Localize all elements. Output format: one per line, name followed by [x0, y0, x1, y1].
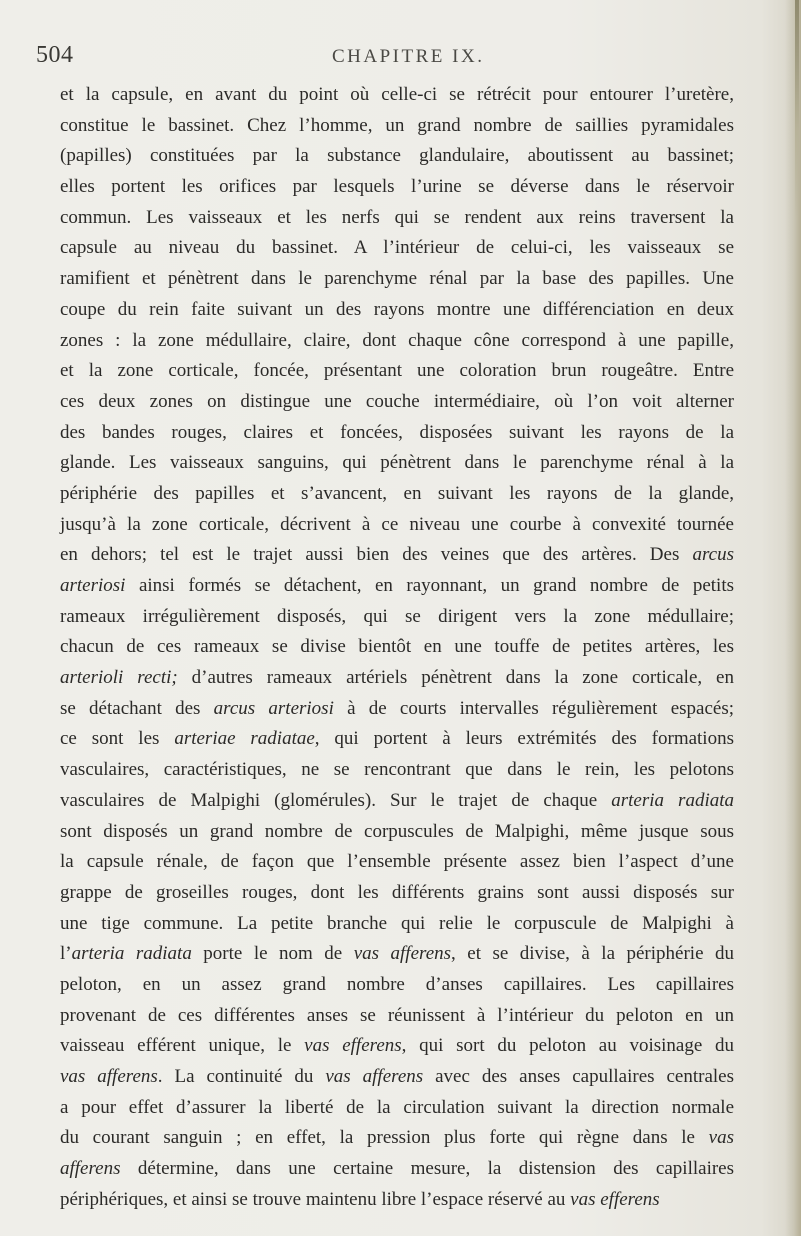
italic-term: afferens — [60, 1158, 121, 1180]
text-run: ainsi formés se détachent, en rayonnant, un grand nombre de petits — [125, 575, 734, 596]
text-line — [60, 1001, 734, 1032]
text-line — [60, 1154, 734, 1185]
text-line — [60, 847, 734, 878]
text-run: périphériques, et ainsi se trouve maintenu libre l’espace réservé au — [60, 1188, 571, 1210]
text-run: d’autres rameaux artériels pénètrent dans la zone corticale, en — [177, 667, 734, 689]
text-run: provenant de ces différentes anses se réunissent à l’intérieur du peloton en un — [60, 1004, 734, 1026]
text-run: vasculaires de Malpighi (glomérules). Sur le trajet de chaque — [60, 789, 612, 811]
text-run: , qui portent à leurs extrémités des formations — [314, 728, 734, 750]
chapter-title: CHAPITRE IX. — [332, 46, 485, 67]
page-edge-stain — [795, 0, 799, 220]
text-line — [60, 356, 734, 387]
italic-term: vas afferens — [325, 1066, 424, 1087]
text-run: vaisseau efférent unique, le — [60, 1035, 305, 1057]
text-run: une tige commune. La petite branche qui relie le corpuscule de Malpighi à — [60, 912, 734, 934]
text-line — [60, 510, 734, 541]
page-number: 504 — [36, 42, 74, 68]
text-run: du courant sanguin ; en effet, la pression plus forte qui règne dans le — [60, 1127, 709, 1149]
text-line — [60, 540, 734, 571]
text-run: ces deux zones on distingue une couche intermédiaire, où l’on voit alterner — [60, 390, 734, 412]
text-run: en dehors; tel est le trajet aussi bien des veines que des artères. Des — [60, 544, 693, 566]
text-line — [60, 141, 734, 172]
text-line — [60, 448, 734, 479]
text-line — [60, 571, 734, 602]
text-run: porte le nom de — [191, 943, 354, 965]
text-run: vasculaires, caractéristiques, ne se rencontrant que dans le rein, les pelotons — [60, 759, 734, 781]
italic-term: arcus arteriosi — [213, 697, 334, 719]
text-line — [60, 632, 734, 663]
text-run: et la capsule, en avant du point où celle-ci se rétrécit pour entourer l’uretère, — [60, 84, 734, 105]
text-line — [60, 939, 734, 970]
text-run: se détachant des — [60, 697, 214, 719]
text-run: l’ — [60, 943, 72, 965]
text-line — [60, 233, 734, 264]
italic-term: vas afferens — [60, 1066, 158, 1087]
text-line — [60, 172, 734, 203]
italic-term: vas efferens — [570, 1188, 660, 1210]
text-line — [60, 786, 734, 817]
text-line — [60, 479, 734, 510]
text-line — [60, 878, 734, 909]
text-run: . La continuité du — [157, 1066, 326, 1087]
italic-term: arteria radiata — [611, 789, 735, 811]
text-line — [60, 694, 734, 725]
text-line — [60, 295, 734, 326]
text-run: détermine, dans une certaine mesure, la distension des capillaires — [120, 1158, 734, 1180]
text-run: a pour effet d’assurer la liberté de la circulation suivant la direction normale — [60, 1096, 734, 1118]
text-line — [60, 418, 734, 449]
text-line — [60, 203, 734, 234]
text-line — [60, 602, 734, 633]
italic-term: arteria radiata — [71, 943, 192, 965]
text-run: ce sont les — [60, 728, 175, 750]
italic-term: arteriosi — [60, 575, 126, 596]
text-run: peloton, en un assez grand nombre d’anses capillaires. Les capillaires — [60, 973, 734, 995]
text-line — [60, 80, 734, 111]
text-run: zones : la zone médullaire, claire, dont chaque cône correspond à une papille, — [60, 329, 734, 351]
text-line — [60, 724, 734, 755]
italic-term: arteriae radiatae — [174, 728, 315, 750]
text-run: la capsule rénale, de façon que l’ensemble présente assez bien l’aspect d’une — [60, 851, 734, 873]
text-line — [60, 909, 734, 940]
text-run: grappe de groseilles rouges, dont les différents grains sont aussi disposés sur — [60, 881, 734, 903]
text-line — [60, 1185, 734, 1216]
text-run: , et se divise, à la périphérie du — [451, 943, 734, 965]
text-line — [60, 1123, 734, 1154]
text-run: périphérie des papilles et s’avancent, en suivant les rayons de la glande, — [60, 482, 734, 504]
text-line — [60, 111, 734, 142]
text-run: jusqu’à la zone corticale, décrivent à ce niveau une courbe à convexité tournée — [60, 513, 734, 535]
text-run: glande. Les vaisseaux sanguins, qui pénètrent dans le parenchyme rénal à la — [60, 452, 734, 474]
italic-term: vas afferens — [353, 943, 452, 965]
italic-term: arcus — [692, 544, 734, 566]
text-run: chacun de ces rameaux se divise bientôt en une touffe de petites artères, les — [60, 636, 734, 658]
text-run: des bandes rouges, claires et foncées, disposées suivant les rayons de la — [60, 421, 734, 443]
text-run: à de courts intervalles régulièrement espacés; — [333, 697, 734, 719]
text-run: avec des anses capullaires centrales — [423, 1066, 734, 1087]
text-line — [60, 1062, 734, 1093]
italic-term: arterioli recti; — [60, 667, 178, 689]
text-line — [60, 1031, 734, 1062]
text-line — [60, 326, 734, 357]
italic-term: vas — [708, 1127, 734, 1149]
text-run: commun. Les vaisseaux et les nerfs qui se rendent aux reins traversent la — [60, 206, 734, 228]
text-run: , qui sort du peloton au voisinage du — [401, 1035, 734, 1057]
running-head — [36, 40, 756, 80]
text-run: rameaux irrégulièrement disposés, qui se dirigent vers la zone médullaire; — [60, 605, 734, 627]
body-text — [60, 80, 734, 1215]
text-line — [60, 663, 734, 694]
text-line — [60, 387, 734, 418]
text-run: capsule au niveau du bassinet. A l’intérieur de celui-ci, les vaisseaux se — [60, 237, 734, 259]
text-run: et la zone corticale, foncée, présentant une coloration brun rougeâtre. Entre — [60, 360, 734, 382]
italic-term: vas efferens — [304, 1035, 402, 1057]
text-run: sont disposés un grand nombre de corpuscules de Malpighi, même jusque sous — [60, 820, 734, 842]
text-run: constitue le bassinet. Chez l’homme, un grand nombre de saillies pyramidales — [60, 114, 734, 136]
text-line — [60, 1093, 734, 1124]
text-run: elles portent les orifices par lesquels l’urine se déverse dans le réservoir — [60, 176, 734, 198]
text-line — [60, 970, 734, 1001]
text-line — [60, 264, 734, 295]
text-run: coupe du rein faite suivant un des rayons montre une différenciation en deux — [60, 298, 734, 320]
text-line — [60, 817, 734, 848]
text-line — [60, 755, 734, 786]
text-run: (papilles) constituées par la substance glandulaire, aboutissent au bassinet; — [60, 145, 734, 167]
text-run: ramifient et pénètrent dans le parenchyme rénal par la base des papilles. Une — [60, 268, 734, 290]
